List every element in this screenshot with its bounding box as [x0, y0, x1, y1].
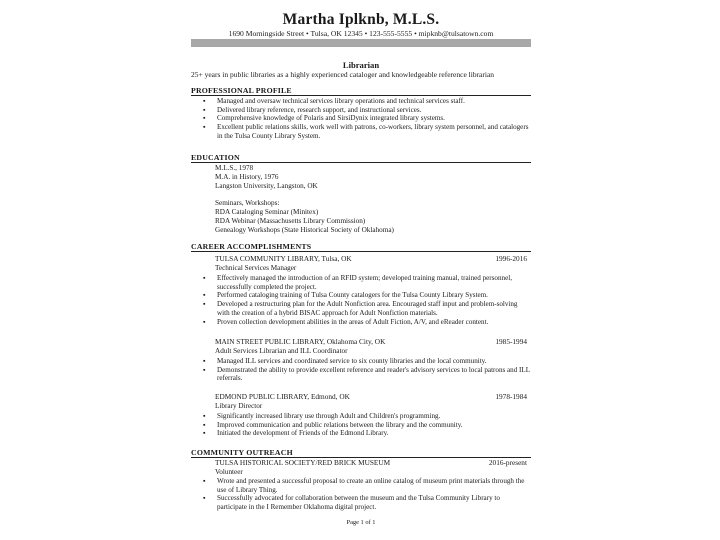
page-number: Page 1 of 1	[346, 519, 376, 526]
candidate-name: Martha Iplknb, M.L.S.	[282, 11, 440, 28]
job-bullet: ▪ Managed ILL services and coordinated service to six county libraries and the local community.	[191, 357, 531, 366]
profile-bullet: ▪ Comprehensive knowledge of Polaris and SirsiDynix integrated library systems.	[191, 114, 531, 123]
education-heading: EDUCATION	[191, 153, 531, 163]
job-entry	[215, 338, 527, 347]
job-dates: 1996-2016	[495, 254, 527, 263]
profile-bullet: ▪ Managed and oversaw technical services library operations and technical services staff.	[191, 97, 531, 106]
outreach-entry	[215, 459, 527, 468]
outreach-bullet: ▪ Wrote and presented a successful proposal to create an online catalog of museum print materials through the use of Library Thing.	[191, 477, 531, 494]
job-dates: 1985-1994	[495, 337, 527, 346]
job-bullets	[191, 357, 531, 383]
job-title: Adult Services Librarian and ILL Coordinator	[215, 347, 348, 355]
seminar-item: RDA Cataloging Seminar (Minitex)	[215, 208, 319, 216]
job-dates: 1978-1984	[495, 392, 527, 401]
outreach-bullet: ▪ Successfully advocated for collaboration between the museum and the Tulsa Community Library to participate in the I Remember Oklahoma digital project.	[191, 494, 531, 511]
header-banner	[191, 39, 531, 47]
job-bullets	[191, 412, 531, 438]
job-employer: TULSA COMMUNITY LIBRARY, Tulsa, OK	[215, 254, 352, 263]
job-title: Technical Services Manager	[215, 264, 297, 272]
job-bullet: ▪ Effectively managed the introduction of an RFID system; developed training manual, trained personnel, successfully completed the project.	[191, 274, 531, 291]
seminars-label: Seminars, Workshops:	[215, 199, 280, 207]
job-bullet: ▪ Performed cataloging training of Tulsa County catalogers for the Tulsa County Library System.	[191, 291, 531, 300]
outreach-employer: TULSA HISTORICAL SOCIETY/RED BRICK MUSEUM	[215, 458, 391, 467]
profile-bullet: ▪ Delivered library reference, research support, and instructional services.	[191, 106, 531, 115]
job-title: Library Director	[215, 402, 263, 410]
profile-bullet: ▪ Excellent public relations skills, work well with patrons, co-workers, library system personnel, and catalogers in the Tulsa County Library System.	[191, 123, 531, 140]
job-employer: MAIN STREET PUBLIC LIBRARY, Oklahoma City, OK	[215, 337, 386, 346]
job-bullets	[191, 274, 531, 326]
outreach-bullets	[191, 477, 531, 512]
contact-line: 1690 Morningside Street • Tulsa, OK 12345 • 123-555-5555 • mipknb@tulsatown.com	[228, 29, 494, 38]
degree-mls: M.L.S., 1978	[215, 164, 254, 172]
objective-summary: 25+ years in public libraries as a highly experienced cataloger and knowledgeable reference librarian	[191, 70, 495, 79]
resume-page	[191, 0, 531, 540]
job-bullet: ▪ Significantly increased library use through Adult and Children's programming.	[191, 412, 531, 421]
outreach-dates: 2016-present	[488, 458, 527, 467]
job-entry	[215, 393, 527, 402]
school-name: Langston University, Langston, OK	[215, 182, 318, 190]
seminar-item: RDA Webinar (Massachusetts Library Commission)	[215, 217, 366, 225]
job-employer: EDMOND PUBLIC LIBRARY, Edmond, OK	[215, 392, 350, 401]
objective-title: Librarian	[342, 60, 380, 70]
outreach-title: Volunteer	[215, 468, 243, 476]
profile-list	[191, 97, 531, 141]
profile-heading: PROFESSIONAL PROFILE	[191, 86, 531, 96]
job-bullet: ▪ Developed a restructuring plan for the Adult Nonfiction area. Encouraged staff input and problem-solving with the creation of a hybrid BISAC approach for Adult Nonfiction materials.	[191, 300, 531, 317]
job-bullet: ▪ Demonstrated the ability to provide excellent reference and reader's advisory services to local patrons and ILL referrals.	[191, 366, 531, 383]
degree-ma: M.A. in History, 1976	[215, 173, 279, 181]
seminar-item: Genealogy Workshops (State Historical Society of Oklahoma)	[215, 226, 394, 234]
job-entry	[215, 255, 527, 264]
job-bullet: ▪ Initiated the development of Friends of the Edmond Library.	[191, 429, 531, 438]
job-bullet: ▪ Improved communication and public relations between the library and the community.	[191, 421, 531, 430]
career-heading: CAREER ACCOMPLISHMENTS	[191, 242, 531, 252]
outreach-heading: COMMUNITY OUTREACH	[191, 448, 531, 458]
job-bullet: ▪ Proven collection development abilities in the areas of Adult Fiction, A/V, and eReader content.	[191, 318, 531, 327]
